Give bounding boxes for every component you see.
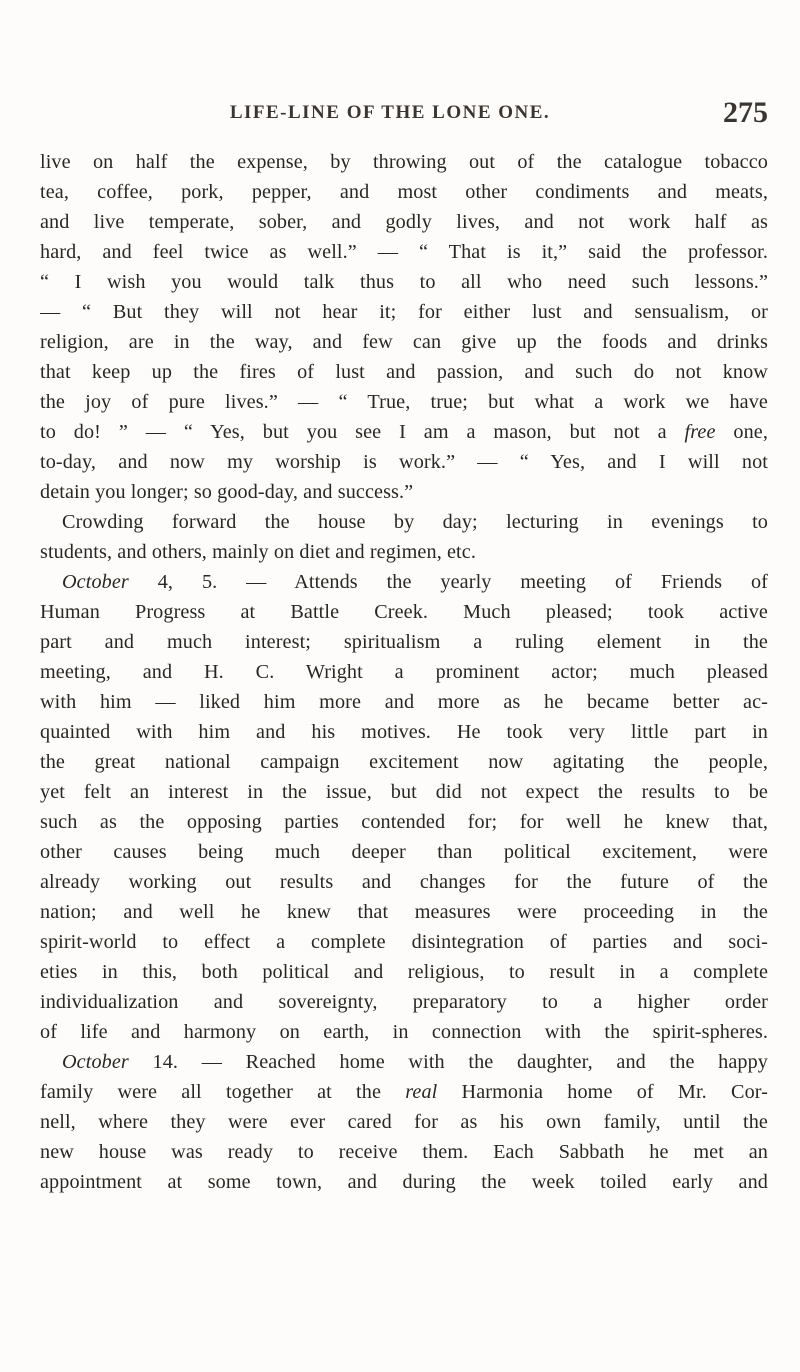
page-number: 275 bbox=[723, 96, 768, 129]
text-line: live on half the expense, by throwing out of the catalogue tobacco bbox=[40, 151, 768, 173]
text-line: and live temperate, sober, and godly lives, and not work half as bbox=[40, 211, 768, 233]
text-line: meeting, and H. C. Wright a prominent actor; much pleased bbox=[40, 661, 768, 683]
text-line: nation; and well he knew that measures were proceeding in the bbox=[40, 901, 768, 923]
text-line: of life and harmony on earth, in connection with the spirit-spheres. bbox=[40, 1021, 768, 1043]
text-line: family were all together at the real Harmonia home of Mr. Cor- bbox=[40, 1081, 768, 1103]
text-line: students, and others, mainly on diet and regimen, etc. bbox=[40, 541, 476, 563]
running-title: LIFE-LINE OF THE LONE ONE. bbox=[229, 102, 551, 123]
text-line: eties in this, both political and religious, to result in a complete bbox=[40, 961, 768, 983]
text-line: tea, coffee, pork, pepper, and most other condiments and meats, bbox=[40, 181, 768, 203]
text-line: Crowding forward the house by day; lecturing in evenings to bbox=[62, 511, 768, 533]
text-line: October 14. — Reached home with the daughter, and the happy bbox=[62, 1051, 768, 1073]
text-line: part and much interest; spiritualism a ruling element in the bbox=[40, 631, 768, 653]
body-text bbox=[40, 147, 768, 1197]
text-line: that keep up the fires of lust and passion, and such do not know bbox=[40, 361, 768, 383]
text-line: new house was ready to receive them. Each Sabbath he met an bbox=[40, 1141, 768, 1163]
text-line: religion, are in the way, and few can give up the foods and drinks bbox=[40, 331, 768, 353]
text-line: already working out results and changes for the future of the bbox=[40, 871, 768, 893]
text-line: Human Progress at Battle Creek. Much pleased; took active bbox=[40, 601, 768, 623]
text-line: yet felt an interest in the issue, but did not expect the results to be bbox=[40, 781, 768, 803]
text-line: other causes being much deeper than political excitement, were bbox=[40, 841, 768, 863]
text-line: hard, and feel twice as well.” — “ That is it,” said the professor. bbox=[40, 241, 768, 263]
text-line: the great national campaign excitement now agitating the people, bbox=[40, 751, 768, 773]
text-line: — “ But they will not hear it; for either lust and sensualism, or bbox=[40, 301, 768, 323]
text-line: individualization and sovereignty, preparatory to a higher order bbox=[40, 991, 768, 1013]
text-line: appointment at some town, and during the week toiled early and bbox=[40, 1171, 768, 1193]
running-head bbox=[40, 96, 780, 136]
text-line: the joy of pure lives.” — “ True, true; but what a work we have bbox=[40, 391, 768, 413]
text-line: such as the opposing parties contended for; for well he knew that, bbox=[40, 811, 768, 833]
text-line: with him — liked him more and more as he became better ac- bbox=[40, 691, 768, 713]
text-line: spirit-world to effect a complete disintegration of parties and soci- bbox=[40, 931, 768, 953]
text-line: to-day, and now my worship is work.” — “ Yes, and I will not bbox=[40, 451, 768, 473]
text-line: quainted with him and his motives. He took very little part in bbox=[40, 721, 768, 743]
text-line: nell, where they were ever cared for as his own family, until the bbox=[40, 1111, 768, 1133]
text-line: to do! ” — “ Yes, but you see I am a mason, but not a free one, bbox=[40, 421, 768, 443]
text-line: detain you longer; so good-day, and success.” bbox=[40, 481, 414, 503]
text-line: October 4, 5. — Attends the yearly meeting of Friends of bbox=[62, 571, 768, 593]
text-line: “ I wish you would talk thus to all who need such lessons.” bbox=[40, 271, 768, 293]
